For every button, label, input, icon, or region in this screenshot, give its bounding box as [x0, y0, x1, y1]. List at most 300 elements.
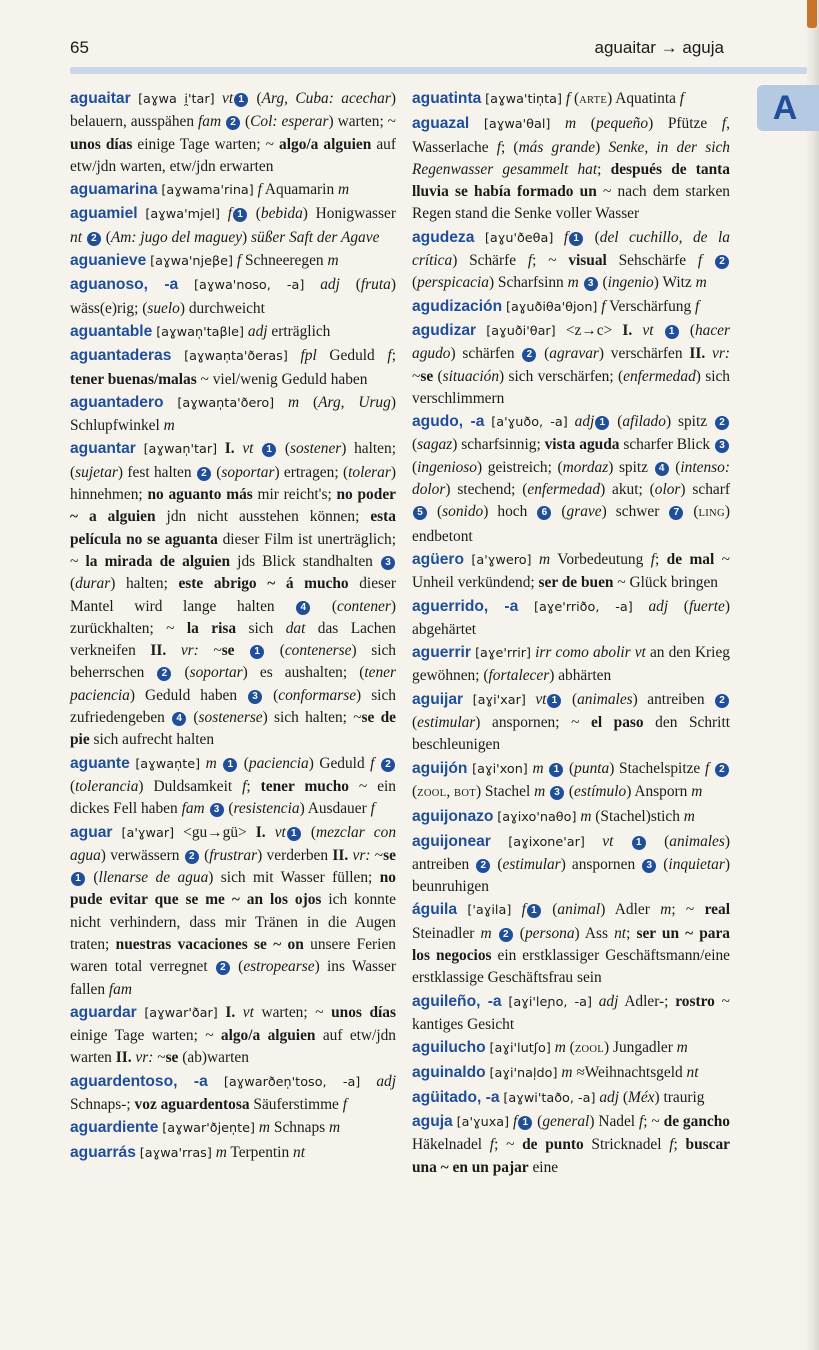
- italic-text: nt: [293, 1143, 305, 1161]
- entry-text: ) sich verschärfen; (: [499, 367, 624, 385]
- headword: agudeza: [412, 228, 475, 246]
- dictionary-entry: [412, 1111, 730, 1179]
- entry-text: ) antreiben: [412, 832, 730, 873]
- entry-text: ) anspornen; ~: [475, 714, 591, 732]
- bold-phrase: se: [165, 1049, 179, 1067]
- roman-numeral: II.: [150, 642, 167, 660]
- entry-text: ; ~: [532, 252, 569, 270]
- thumb-index-letter: A: [772, 88, 798, 127]
- entry-text: ) ertragen; (: [274, 463, 349, 481]
- dictionary-entry: [412, 1087, 730, 1110]
- bold-phrase: real: [704, 901, 730, 919]
- entry-text: ) schwer: [601, 503, 669, 521]
- entry-text: [469, 115, 484, 132]
- entry-text: Schneeregen: [241, 252, 328, 270]
- entry-text: Geduld: [316, 347, 388, 365]
- pronunciation: [aɣe'rrir]: [475, 646, 532, 662]
- entry-text: Adler-;: [618, 992, 676, 1010]
- entry-text: (: [249, 90, 262, 107]
- italic-text: general: [542, 1113, 590, 1131]
- entry-text: [82, 229, 86, 246]
- bold-phrase: unos días: [70, 135, 133, 153]
- italic-text: hacer agudo: [412, 321, 730, 363]
- pronunciation: [aɣe'rriðo, -a]: [533, 599, 633, 615]
- entry-text: ) hoch: [483, 503, 537, 521]
- bookmark-ribbon: [807, 0, 817, 28]
- entry-text: [166, 642, 181, 659]
- entry-text: (: [199, 846, 210, 864]
- sense-number: 1: [527, 904, 541, 918]
- sense-number: 1: [223, 758, 237, 772]
- headword: aguijonear: [412, 832, 491, 850]
- entry-text: [568, 413, 575, 430]
- bold-phrase: algo/a alguien: [279, 135, 372, 153]
- italic-text: inquietar: [668, 855, 725, 873]
- bold-phrase: unos días: [331, 1003, 396, 1021]
- left-column: [70, 88, 396, 1166]
- italic-text: m: [565, 115, 577, 133]
- italic-text: süßer Saft der Agave: [251, 228, 380, 246]
- entry-text: , Wasserlache: [412, 115, 730, 156]
- headword: aguantaderas: [70, 347, 172, 365]
- entry-text: <gu→gü>: [174, 823, 256, 841]
- entry-text: ) Witz: [653, 274, 696, 292]
- entry-text: warten; ~: [253, 1003, 332, 1021]
- entry-text: [550, 115, 565, 132]
- italic-text: sonido: [442, 503, 484, 521]
- roman-numeral: I.: [224, 440, 235, 458]
- entry-text: (: [339, 276, 361, 294]
- pronunciation: [aɣwan̩'taβle]: [156, 324, 245, 340]
- entry-text: ;: [673, 1136, 686, 1154]
- italic-text: enfermedad: [527, 481, 601, 499]
- italic-text: adj: [320, 276, 340, 294]
- italic-text: f: [521, 901, 526, 919]
- entry-text: ) verwässern: [100, 846, 184, 864]
- headword: aguamarina: [70, 181, 158, 199]
- entry-text: ) Ass: [574, 924, 615, 942]
- italic-text: f: [513, 1113, 518, 1131]
- entry-text: (: [248, 205, 261, 223]
- sense-number: 1: [71, 872, 85, 886]
- pronunciation: [aɣi'lutʃo]: [489, 1041, 551, 1057]
- headword: aguarrás: [70, 1143, 136, 1161]
- dictionary-entry: [70, 274, 396, 320]
- entry-text: ,: [446, 782, 455, 800]
- headword: aguinaldo: [412, 1064, 486, 1082]
- italic-text: pequeño: [595, 115, 649, 133]
- italic-text: estímulo: [574, 782, 627, 800]
- entry-text: ) Geduld haben: [129, 686, 248, 704]
- italic-text: m: [534, 782, 546, 800]
- headword: aguardentoso, -a: [70, 1072, 208, 1090]
- entry-text: <z→c>: [555, 321, 623, 339]
- entry-text: [491, 833, 508, 850]
- entry-text: [266, 824, 275, 841]
- entry-text: [613, 833, 630, 850]
- italic-text: nt: [686, 1064, 699, 1082]
- pronunciation: [aɣwar'ðar]: [144, 1005, 218, 1021]
- entry-text: ) spitz: [665, 413, 714, 431]
- entry-text: ) Schärfe: [452, 252, 528, 270]
- sense-number: 2: [381, 758, 395, 772]
- italic-text: situación: [442, 367, 500, 385]
- italic-text: f: [527, 252, 533, 270]
- entry-text: ~: [370, 846, 384, 864]
- entry-text: [463, 691, 473, 708]
- pronunciation: [aɣwa'mjel]: [145, 207, 221, 223]
- dictionary-entry: [70, 321, 396, 344]
- pronunciation: [aɣixone'ar]: [508, 834, 585, 850]
- italic-text: f: [650, 550, 655, 568]
- sense-number: 2: [185, 850, 199, 864]
- dictionary-entry: [412, 899, 730, 989]
- italic-text: f: [489, 1136, 495, 1154]
- bold-phrase: no aguanto más: [147, 486, 253, 504]
- entry-text: (: [646, 832, 670, 850]
- sense-number: 3: [381, 556, 395, 570]
- headword: aguantable: [70, 322, 153, 340]
- headword: aguileño, -a: [412, 992, 502, 1010]
- sense-number: 1: [547, 694, 561, 708]
- sense-number: 3: [584, 277, 598, 291]
- sense-number: 2: [226, 116, 240, 130]
- italic-text: adj: [247, 322, 268, 340]
- dictionary-entry: [70, 1117, 396, 1140]
- entry-text: ; (: [500, 138, 519, 156]
- roman-numeral: I.: [622, 321, 633, 339]
- pronunciation: [aɣi'xon]: [472, 761, 528, 777]
- dictionary-entry: [70, 1002, 396, 1070]
- dictionary-entry: [412, 1062, 730, 1085]
- pronunciation: ['aɣila]: [467, 903, 512, 919]
- entry-text: ;: [597, 160, 611, 178]
- italic-text: adj: [598, 992, 619, 1010]
- entry-text: ) sich mit Wasser füllen;: [208, 869, 380, 887]
- headword: aguilucho: [412, 1039, 486, 1057]
- entry-text: (: [679, 321, 695, 339]
- pronunciation: [aɣwar'ðjen̩te]: [162, 1121, 256, 1137]
- sense-number: 1: [549, 763, 563, 777]
- entry-text: ein erstklassiger Geschäftsmann/eine erstklassige Geschäftsfrau sein: [412, 946, 731, 987]
- dictionary-entry: [412, 689, 730, 757]
- entry-text: ) es aushalten; (: [242, 664, 365, 682]
- entry-text: ) stechend; (: [445, 481, 528, 499]
- italic-text: sagaz: [417, 436, 453, 454]
- entry-text: (: [610, 413, 623, 431]
- italic-text: f: [679, 90, 685, 107]
- italic-text: fortalecer: [488, 667, 550, 685]
- pronunciation: [aɣwa'tin̩ta]: [485, 92, 562, 107]
- bold-phrase: se: [221, 642, 235, 660]
- label-smallcaps: ZOOL: [417, 787, 447, 799]
- entry-text: ) Stachelspitze: [609, 759, 705, 777]
- entry-text: (: [241, 113, 251, 131]
- italic-text: Col: esperar: [250, 113, 329, 131]
- italic-text: animal: [557, 901, 601, 919]
- italic-text: agravar: [549, 345, 599, 363]
- entry-text: (: [564, 759, 575, 777]
- entry-text: ) traurig: [654, 1088, 705, 1106]
- entry-text: ;: [626, 924, 637, 942]
- italic-text: animales: [577, 690, 633, 708]
- italic-text: olor: [654, 481, 681, 499]
- italic-text: ingenio: [607, 274, 654, 292]
- entry-text: [705, 345, 712, 362]
- sense-number: 2: [715, 694, 729, 708]
- entry-text: [592, 993, 599, 1010]
- dictionary-entry: [412, 320, 730, 410]
- entry-text: ) sich halten; ~: [262, 709, 362, 727]
- italic-text: f: [370, 754, 375, 772]
- entry-text: sich: [236, 619, 286, 637]
- entry-text: (: [552, 503, 567, 521]
- pronunciation: [aɣwa'rras]: [139, 1145, 212, 1161]
- italic-text: afilado: [622, 413, 666, 431]
- entry-text: ) Geduld: [308, 754, 371, 772]
- italic-text: fam: [181, 800, 205, 818]
- entry-text: [253, 440, 261, 457]
- entry-text: ) beunruhigen: [412, 855, 730, 896]
- bold-phrase: de mal: [666, 550, 715, 568]
- pronunciation: [aɣi'xar]: [472, 692, 526, 708]
- italic-text: m: [329, 1119, 341, 1137]
- entry-text: [274, 394, 288, 411]
- italic-text: m: [554, 1039, 566, 1057]
- sense-number: 2: [157, 667, 171, 681]
- italic-text: f: [242, 777, 247, 795]
- dictionary-entry: [70, 753, 396, 821]
- italic-text: contenerse: [284, 642, 352, 660]
- entry-text: (: [172, 664, 190, 682]
- bold-phrase: tener mucho: [260, 777, 349, 795]
- sense-number: 2: [715, 763, 729, 777]
- entry-text: ) wäss(e)rig; (: [70, 276, 396, 317]
- italic-text: llenarse de agua: [98, 869, 209, 887]
- roman-numeral: I.: [255, 823, 266, 841]
- bold-phrase: se de pie: [70, 709, 397, 749]
- entry-text: (: [70, 575, 76, 593]
- dictionary-entry: [412, 88, 730, 112]
- entry-text: (: [584, 228, 600, 246]
- italic-text: m: [538, 550, 551, 568]
- entry-text: (: [598, 274, 608, 292]
- entry-text: Steinadler: [412, 924, 481, 942]
- sense-number: 7: [669, 506, 683, 520]
- pronunciation: [a'ɣuxa]: [456, 1115, 510, 1131]
- dictionary-entry: [412, 758, 730, 806]
- dictionary-entry: [70, 822, 396, 1001]
- sense-number: 1: [632, 836, 646, 850]
- entry-text: das Lachen verkneifen: [70, 619, 396, 660]
- entry-text: (: [101, 228, 111, 246]
- entry-text: (: [412, 714, 418, 732]
- italic-text: dat: [285, 619, 306, 637]
- italic-text: adj: [599, 1088, 620, 1106]
- entry-text: ~: [153, 1049, 166, 1067]
- entry-text: ) schärfen: [450, 345, 522, 363]
- entry-text: [474, 229, 485, 246]
- italic-text: irr como abolir vt: [535, 644, 646, 662]
- entry-text: [579, 274, 583, 291]
- entry-text: (: [211, 463, 222, 481]
- italic-text: f: [697, 252, 703, 270]
- sense-number: 1: [595, 416, 609, 430]
- italic-text: fam: [198, 113, 222, 131]
- entry-text: ;: [391, 347, 396, 365]
- entry-text: scharfer Blick: [619, 436, 714, 454]
- italic-text: fpl: [300, 347, 317, 365]
- label-smallcaps: LING: [698, 508, 725, 520]
- entry-text: ~ nach dem starken Regen stand die Senke voller Wasser: [412, 183, 730, 223]
- italic-text: adj: [376, 1072, 396, 1090]
- entry-text: ) halten; (: [70, 440, 396, 481]
- entry-text: [217, 755, 223, 772]
- dictionary-entry: [412, 549, 730, 595]
- entry-text: (: [619, 1088, 628, 1106]
- italic-text: fruta: [360, 276, 391, 294]
- italic-text: soportar: [189, 664, 243, 682]
- sense-number: 2: [197, 467, 211, 481]
- page-spine-shadow: [805, 0, 819, 1350]
- entry-text: (: [428, 503, 443, 521]
- entry-text: (: [265, 642, 285, 660]
- entry-text: [288, 347, 301, 364]
- entry-text: sich aufrecht halten: [89, 731, 215, 749]
- italic-text: m: [205, 754, 217, 772]
- italic-text: f: [638, 1113, 644, 1131]
- entry-text: ) Scharfsinn: [488, 274, 568, 292]
- headword: aguijar: [412, 690, 464, 708]
- headword: aguamiel: [70, 205, 138, 223]
- entry-text: ) fest halten: [117, 463, 196, 481]
- entry-text: ) Schlupfwinkel: [70, 393, 396, 435]
- entry-text: (: [668, 597, 689, 615]
- page-number: 65: [70, 38, 89, 57]
- italic-text: f: [669, 1136, 674, 1154]
- italic-text: vt: [242, 440, 254, 458]
- italic-text: f: [370, 800, 375, 818]
- headword: aguanieve: [70, 252, 147, 270]
- italic-text: adj: [574, 413, 595, 431]
- entry-text: (: [537, 345, 550, 363]
- entry-text: ) belauern, ausspähen: [70, 90, 396, 131]
- entry-text: ) sich zufriedengeben: [70, 686, 396, 727]
- italic-text: f: [342, 1096, 348, 1114]
- bold-phrase: la risa: [186, 619, 237, 637]
- sense-number: 2: [499, 928, 513, 942]
- headword: agüitado, -a: [412, 1088, 500, 1106]
- entry-text: auf etw/jdn warten, etw/jdn erwarten: [70, 135, 397, 175]
- entry-text: ich konnte nicht verhindern, dass mir Tränen in die Augen traten;: [70, 891, 396, 953]
- sense-number: 1: [518, 1116, 532, 1130]
- entry-text: (Stachel)stich: [591, 808, 684, 826]
- headword: agudo, -a: [412, 413, 485, 431]
- entry-text: Schnaps: [270, 1119, 330, 1137]
- pronunciation: [aɣwan̩'tar]: [143, 442, 218, 458]
- italic-text: mezclar con agua: [70, 823, 397, 864]
- entry-text: (: [513, 924, 525, 942]
- entry-text: [526, 691, 536, 708]
- entry-text: ) durchweicht: [179, 299, 265, 317]
- label-smallcaps: BOT: [454, 787, 476, 799]
- right-column: [412, 88, 730, 1180]
- entry-text: ) Jungadler: [604, 1039, 677, 1057]
- entry-text: ) abhärten: [549, 667, 612, 685]
- headword: aguardar: [70, 1003, 137, 1021]
- dictionary-entry: [70, 1142, 396, 1165]
- italic-text: Am: jugo del maguey: [110, 228, 243, 246]
- italic-text: punta: [574, 759, 610, 777]
- pronunciation: [aɣwa'njeβe]: [150, 254, 233, 270]
- entry-text: (: [562, 690, 578, 708]
- italic-text: resistencia: [233, 800, 300, 818]
- italic-text: estimular: [502, 855, 561, 873]
- entry-text: (: [311, 597, 337, 615]
- entry-text: den Schritt beschleunigen: [412, 714, 730, 754]
- italic-text: persona: [524, 924, 575, 942]
- entry-text: [476, 322, 486, 339]
- pronunciation: [aɣu'ðeθa]: [484, 230, 554, 246]
- entry-text: auf etw/jdn warten: [70, 1027, 396, 1067]
- italic-text: conformarse: [278, 686, 357, 704]
- entry-text: [205, 800, 209, 817]
- entry-text: Aquamarin: [261, 181, 338, 199]
- entry-text: [131, 90, 138, 107]
- dictionary-entry: [412, 411, 730, 548]
- italic-text: vt: [222, 90, 234, 107]
- italic-text: mordaz: [562, 458, 609, 476]
- sense-number: 2: [87, 232, 101, 246]
- headword: aguardiente: [70, 1119, 159, 1137]
- entry-text: ) halten;: [110, 575, 179, 593]
- sense-number: 3: [642, 859, 656, 873]
- italic-text: m: [567, 274, 579, 292]
- entry-text: ) Ausdauer: [299, 800, 371, 818]
- entry-text: ; ~: [494, 1136, 523, 1154]
- pronunciation: [a'ɣwero]: [471, 552, 532, 568]
- dictionary-entry: [412, 1037, 730, 1061]
- roman-numeral: I.: [225, 1003, 236, 1021]
- entry-text: an den Krieg gewöhnen; (: [412, 644, 730, 685]
- italic-text: estropearse: [243, 958, 315, 976]
- entry-text: (: [412, 458, 418, 476]
- pronunciation: [aɣwan̩ta'ðeras]: [184, 349, 288, 365]
- entry-text: Vorbedeutung: [550, 550, 651, 568]
- entry-text: einige Tage warten; ~: [70, 1027, 221, 1045]
- entry-text: ) anspornen: [560, 855, 642, 873]
- entry-text: [221, 113, 225, 130]
- dictionary-entry: [70, 250, 396, 273]
- roman-numeral: II.: [115, 1049, 132, 1067]
- entry-text: ) Ansporn: [626, 782, 692, 800]
- bold-phrase: visual: [568, 252, 607, 270]
- italic-text: ingenioso: [417, 458, 477, 476]
- italic-text: del cuchillo, de la crítica: [412, 228, 730, 270]
- entry-text: (: [412, 436, 418, 454]
- entry-text: einige Tage warten; ~: [132, 135, 280, 153]
- sense-number: 2: [522, 348, 536, 362]
- entry-text: dieser Mantel wird lange halten: [70, 575, 396, 615]
- roman-numeral: II.: [332, 846, 349, 864]
- entry-text: (: [565, 782, 575, 800]
- italic-text: tener paciencia: [70, 664, 396, 704]
- headword: aguijonazo: [412, 808, 494, 826]
- entry-text: unsere Ferien waren total verregnet: [70, 935, 396, 976]
- header-rule: [70, 67, 807, 74]
- entry-text: Häkelnadel: [412, 1136, 490, 1154]
- italic-text: Senke, in der sich Regenwasser gesammelt hat: [412, 138, 730, 178]
